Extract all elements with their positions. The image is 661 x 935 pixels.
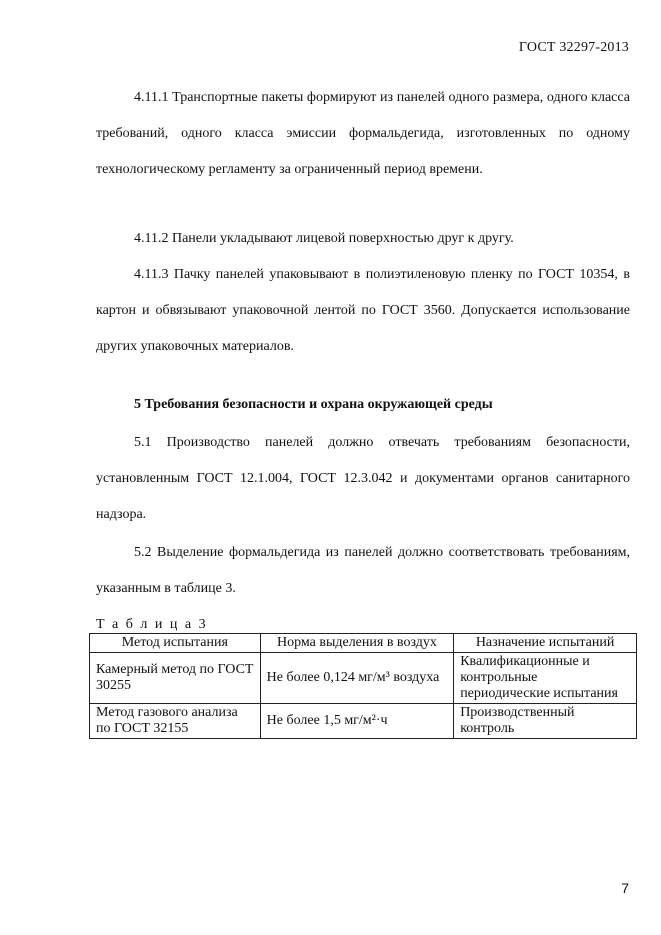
table-cell: Квалификационные и контрольные периодические испытания: [454, 653, 637, 704]
table-row: [90, 704, 637, 739]
paragraph-4-11-2: 4.11.2 Панели укладывают лицевой поверхностью друг к другу.: [134, 231, 514, 246]
paragraph-4-11-3: 4.11.3 Пачку панелей упаковывают в полиэтиленовую пленку по ГОСТ 10354, в картон и обвязывают упаковочной лентой по ГОСТ 3560. Допускается использование других упаковочных материалов.: [96, 267, 630, 354]
page-number: 7: [621, 880, 629, 896]
column-header-norm: Норма выделения в воздух: [260, 634, 454, 653]
table-header-row: [90, 634, 637, 653]
column-header-method: Метод испытания: [90, 634, 261, 653]
column-header-purpose: Назначение испытаний: [454, 634, 637, 653]
table-cell: Не более 1,5 мг/м²·ч: [260, 704, 454, 739]
paragraph-4-11-1: 4.11.1 Транспортные пакеты формируют из панелей одного размера, одного класса требований, одного класса эмиссии формальдегида, изготовленных по одному технологическому регламенту за ограниченный период времени.: [96, 90, 630, 177]
table-caption: Т а б л и ц а 3: [96, 617, 208, 632]
table-cell: Не более 0,124 мг/м³ воздуха: [260, 653, 454, 704]
paragraph-5-1: 5.1 Производство панелей должно отвечать требованиям безопасности, установленным ГОСТ 12.1.004, ГОСТ 12.3.042 и документами органов санитарного надзора.: [96, 435, 630, 522]
table-cell: Камерный метод по ГОСТ 30255: [90, 653, 261, 704]
table-row: [90, 653, 637, 704]
table-3: [89, 633, 637, 739]
table-cell: Метод газового анализа по ГОСТ 32155: [90, 704, 261, 739]
paragraph-5-2: 5.2 Выделение формальдегида из панелей должно соответствовать требованиям, указанным в таблице 3.: [96, 545, 630, 596]
document-header: ГОСТ 32297-2013: [518, 40, 629, 55]
table-cell: Производственный контроль: [454, 704, 637, 739]
section-5-heading: 5 Требования безопасности и охрана окружающей среды: [134, 397, 493, 412]
